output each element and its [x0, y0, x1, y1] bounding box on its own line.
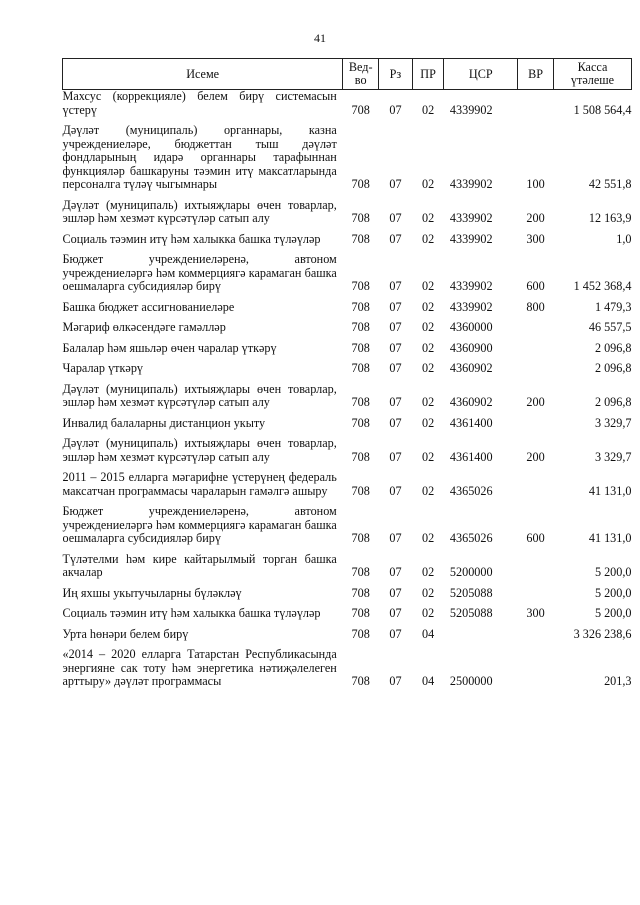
cell-pr: 02: [422, 231, 435, 246]
cell-name: Башка бюджет ассигнованиеләре: [62, 299, 235, 314]
cell-sum: 5 200,0: [594, 585, 632, 600]
cell-csr: 4360902: [449, 395, 493, 409]
cell-sum: 2 096,8: [594, 340, 632, 355]
cell-vr: 600: [526, 531, 545, 545]
cell-rz: 07: [389, 483, 402, 498]
cell-ved: 708: [351, 585, 370, 600]
cell-rz: 07: [389, 585, 402, 600]
cell-csr: 2500000: [449, 674, 493, 688]
cell-vr: 200: [526, 395, 545, 409]
cell-vr: 200: [526, 449, 545, 464]
cell-name: Дәүләт (муниципаль) ихтыяҗлары өчен товарлар, эшләр һәм хезмәт күрсәтүләр сатып алу: [62, 381, 337, 409]
cell-name: Бюджет учреждениеләренә, автоном учреждениеләргә һәм коммерциягә карамаган башка оешмаларга субсидияләр бирү: [62, 504, 337, 545]
cell-ved: 708: [351, 449, 370, 464]
cell-name: Түләтелми һәм кире кайтарылмый торган башка акчалар: [62, 551, 337, 579]
cell-vr: 100: [526, 177, 545, 191]
cell-vr: [518, 471, 554, 498]
table-row: [63, 253, 632, 294]
cell-pr: 04: [422, 674, 435, 688]
cell-csr: 4365026: [449, 531, 493, 545]
cell-vr: [518, 648, 554, 689]
header-pr: ПР: [412, 59, 444, 90]
cell-vr: [518, 417, 554, 431]
cell-csr: 4339902: [449, 299, 493, 314]
cell-rz: 07: [389, 395, 402, 409]
cell-csr: 5205088: [449, 606, 493, 620]
cell-ved: 708: [351, 177, 370, 191]
cell-name: Дәүләт (муниципаль) ихтыяҗлары өчен товарлар, эшләр һәм хезмәт күрсәтүләр сатып алу: [62, 197, 337, 225]
cell-pr: 02: [422, 340, 435, 355]
cell-rz: 07: [389, 320, 402, 334]
cell-csr: 4360000: [449, 320, 493, 334]
cell-ved: 708: [351, 674, 370, 688]
cell-rz: 07: [389, 361, 402, 375]
cell-pr: 02: [422, 531, 435, 545]
cell-vr: [518, 553, 554, 580]
cell-ved: 708: [351, 531, 370, 545]
cell-pr: 02: [422, 177, 435, 191]
cell-csr: 4339902: [449, 211, 493, 225]
cell-ved: 708: [351, 279, 370, 293]
header-ved: Вед- во: [343, 59, 379, 90]
cell-name: Инвалид балаларны дистанцион укыту: [62, 415, 266, 430]
cell-rz: 07: [389, 606, 402, 620]
cell-rz: 07: [389, 211, 402, 225]
cell-name: Дәүләт (муниципаль) органнары, казна учреждениеләре, бюджеттан тыш дәүләт фондларының идарә органнары тарафыннан функцияләр башкаруны тәэмин итү максатларында персоналга түләү чыгымнары: [62, 123, 337, 191]
page-number: 41: [314, 31, 326, 45]
table-row: [63, 301, 632, 315]
cell-rz: 07: [389, 674, 402, 688]
table-row: [63, 124, 632, 192]
cell-vr: 200: [526, 211, 545, 225]
cell-vr: 800: [526, 299, 545, 314]
cell-rz: 07: [389, 531, 402, 545]
cell-sum: 201,3: [604, 674, 632, 688]
cell-pr: 02: [422, 279, 435, 293]
cell-sum: 42 551,8: [588, 177, 632, 191]
table-row: [63, 233, 632, 247]
cell-vr: 600: [526, 279, 545, 293]
cell-sum: 3 329,7: [594, 415, 632, 430]
header-sum: Касса үтәлеше: [553, 59, 631, 90]
cell-pr: 02: [422, 361, 435, 375]
cell-csr: 4361400: [449, 449, 493, 464]
table-row: [63, 342, 632, 356]
header-vr: ВР: [518, 59, 554, 90]
cell-vr: [518, 342, 554, 356]
table-row: [63, 628, 632, 642]
cell-sum: 1,0: [616, 231, 632, 246]
header-rz: Рз: [379, 59, 413, 90]
header-csr: ЦСР: [444, 59, 518, 90]
cell-sum: 2 096,8: [594, 361, 632, 375]
cell-rz: 07: [389, 340, 402, 355]
cell-sum: 5 200,0: [594, 606, 632, 620]
cell-ved: 708: [351, 231, 370, 246]
cell-ved: 708: [351, 340, 370, 355]
cell-sum: 1 508 564,4: [573, 102, 632, 117]
cell-rz: 07: [389, 415, 402, 430]
cell-pr: 02: [422, 102, 435, 117]
cell-sum: 12 163,9: [588, 211, 632, 225]
table-row: [63, 417, 632, 431]
cell-rz: 07: [389, 565, 402, 579]
table-body: [63, 90, 632, 689]
cell-csr: 4339902: [449, 231, 493, 246]
table-row: [63, 505, 632, 546]
cell-rz: 07: [389, 626, 402, 641]
table-row: [63, 362, 632, 376]
cell-name: Иң яхшы укытучыларны бүләкләү: [62, 585, 242, 600]
table-row: [63, 607, 632, 621]
cell-rz: 07: [389, 279, 402, 293]
header-name: Исеме: [63, 59, 343, 90]
table-row: [63, 90, 632, 118]
cell-csr: 4339902: [449, 177, 493, 191]
cell-pr: 04: [422, 626, 435, 641]
table-row: [63, 553, 632, 580]
cell-pr: 02: [422, 606, 435, 620]
cell-csr: 4360902: [449, 361, 493, 375]
cell-name: Балалар һәм яшьләр өчен чаралар үткәрү: [62, 340, 277, 355]
cell-sum: 46 557,5: [588, 320, 632, 334]
cell-csr: 4360900: [449, 340, 493, 355]
cell-sum: 41 131,0: [588, 483, 632, 498]
cell-pr: 02: [422, 483, 435, 498]
table-row: [63, 587, 632, 601]
row-spacer: [63, 355, 632, 362]
cell-name: Мәгариф өлкәсендәге гамәлләр: [62, 320, 226, 334]
cell-name: Социаль тәэмин итү һәм халыкка башка түләүләр: [62, 606, 321, 620]
cell-name: Урта һөнәри белем бирү: [62, 626, 189, 641]
cell-name: Дәүләт (муниципаль) ихтыяҗлары өчен товарлар, эшләр һәм хезмәт күрсәтүләр сатып алу: [62, 436, 337, 464]
cell-pr: 02: [422, 299, 435, 314]
table-row: [63, 437, 632, 464]
cell-csr: 5200000: [449, 565, 493, 579]
cell-name: Махсус (коррекцияле) белем бирү системасын үстерү: [62, 89, 337, 117]
table-row: [63, 321, 632, 335]
cell-pr: 02: [422, 211, 435, 225]
cell-csr: 5205088: [449, 585, 493, 600]
table-row: [63, 383, 632, 410]
cell-vr: [518, 362, 554, 376]
cell-rz: 07: [389, 177, 402, 191]
cell-ved: 708: [351, 320, 370, 334]
cell-ved: 708: [351, 299, 370, 314]
table-row: [63, 199, 632, 226]
cell-vr: [518, 587, 554, 601]
cell-sum: 3 326 238,6: [573, 626, 632, 641]
cell-vr: [518, 628, 554, 642]
cell-vr: [518, 321, 554, 335]
cell-pr: 02: [422, 415, 435, 430]
cell-sum: 3 329,7: [594, 449, 632, 464]
cell-ved: 708: [351, 361, 370, 375]
cell-csr: [444, 628, 518, 642]
cell-csr: 4365026: [449, 483, 493, 498]
cell-vr: [518, 90, 554, 118]
table-header: [63, 59, 632, 90]
cell-ved: 708: [351, 102, 370, 117]
cell-rz: 07: [389, 231, 402, 246]
cell-ved: 708: [351, 395, 370, 409]
cell-name: 2011 – 2015 елларга мәгарифне үстерүнең федераль максатчан программасы чараларын гамәлгә ашыру: [62, 470, 337, 498]
cell-ved: 708: [351, 626, 370, 641]
cell-rz: 07: [389, 449, 402, 464]
cell-ved: 708: [351, 606, 370, 620]
cell-sum: 41 131,0: [588, 531, 632, 545]
cell-sum: 1 479,3: [594, 299, 632, 314]
cell-name: Чаралар үткәрү: [62, 361, 144, 375]
cell-vr: 300: [526, 231, 545, 246]
cell-sum: 1 452 368,4: [573, 279, 632, 293]
cell-sum: 5 200,0: [594, 565, 632, 579]
cell-name: Бюджет учреждениеләренә, автоном учреждениеләргә һәм коммерциягә карамаган башка оешмаларга субсидияләр бирү: [62, 252, 337, 293]
cell-ved: 708: [351, 211, 370, 225]
table-row: [63, 471, 632, 498]
cell-pr: 02: [422, 395, 435, 409]
cell-pr: 02: [422, 449, 435, 464]
cell-ved: 708: [351, 415, 370, 430]
cell-sum: 2 096,8: [594, 395, 632, 409]
cell-rz: 07: [389, 102, 402, 117]
cell-pr: 02: [422, 585, 435, 600]
table-row: [63, 648, 632, 689]
cell-ved: 708: [351, 483, 370, 498]
cell-ved: 708: [351, 565, 370, 579]
cell-vr: 300: [526, 606, 545, 620]
cell-name: Социаль тәэмин итү һәм халыкка башка түләүләр: [62, 231, 321, 246]
cell-csr: 4361400: [449, 415, 493, 430]
cell-rz: 07: [389, 299, 402, 314]
cell-csr: 4339902: [449, 102, 493, 117]
cell-csr: 4339902: [449, 279, 493, 293]
cell-pr: 02: [422, 565, 435, 579]
budget-table: [62, 58, 632, 689]
cell-name: «2014 – 2020 елларга Татарстан Республикасында энергияне сак тоту һәм энергетика нәтиҗәлелеген арттыру» дәүләт программасы: [62, 647, 337, 688]
cell-pr: 02: [422, 320, 435, 334]
